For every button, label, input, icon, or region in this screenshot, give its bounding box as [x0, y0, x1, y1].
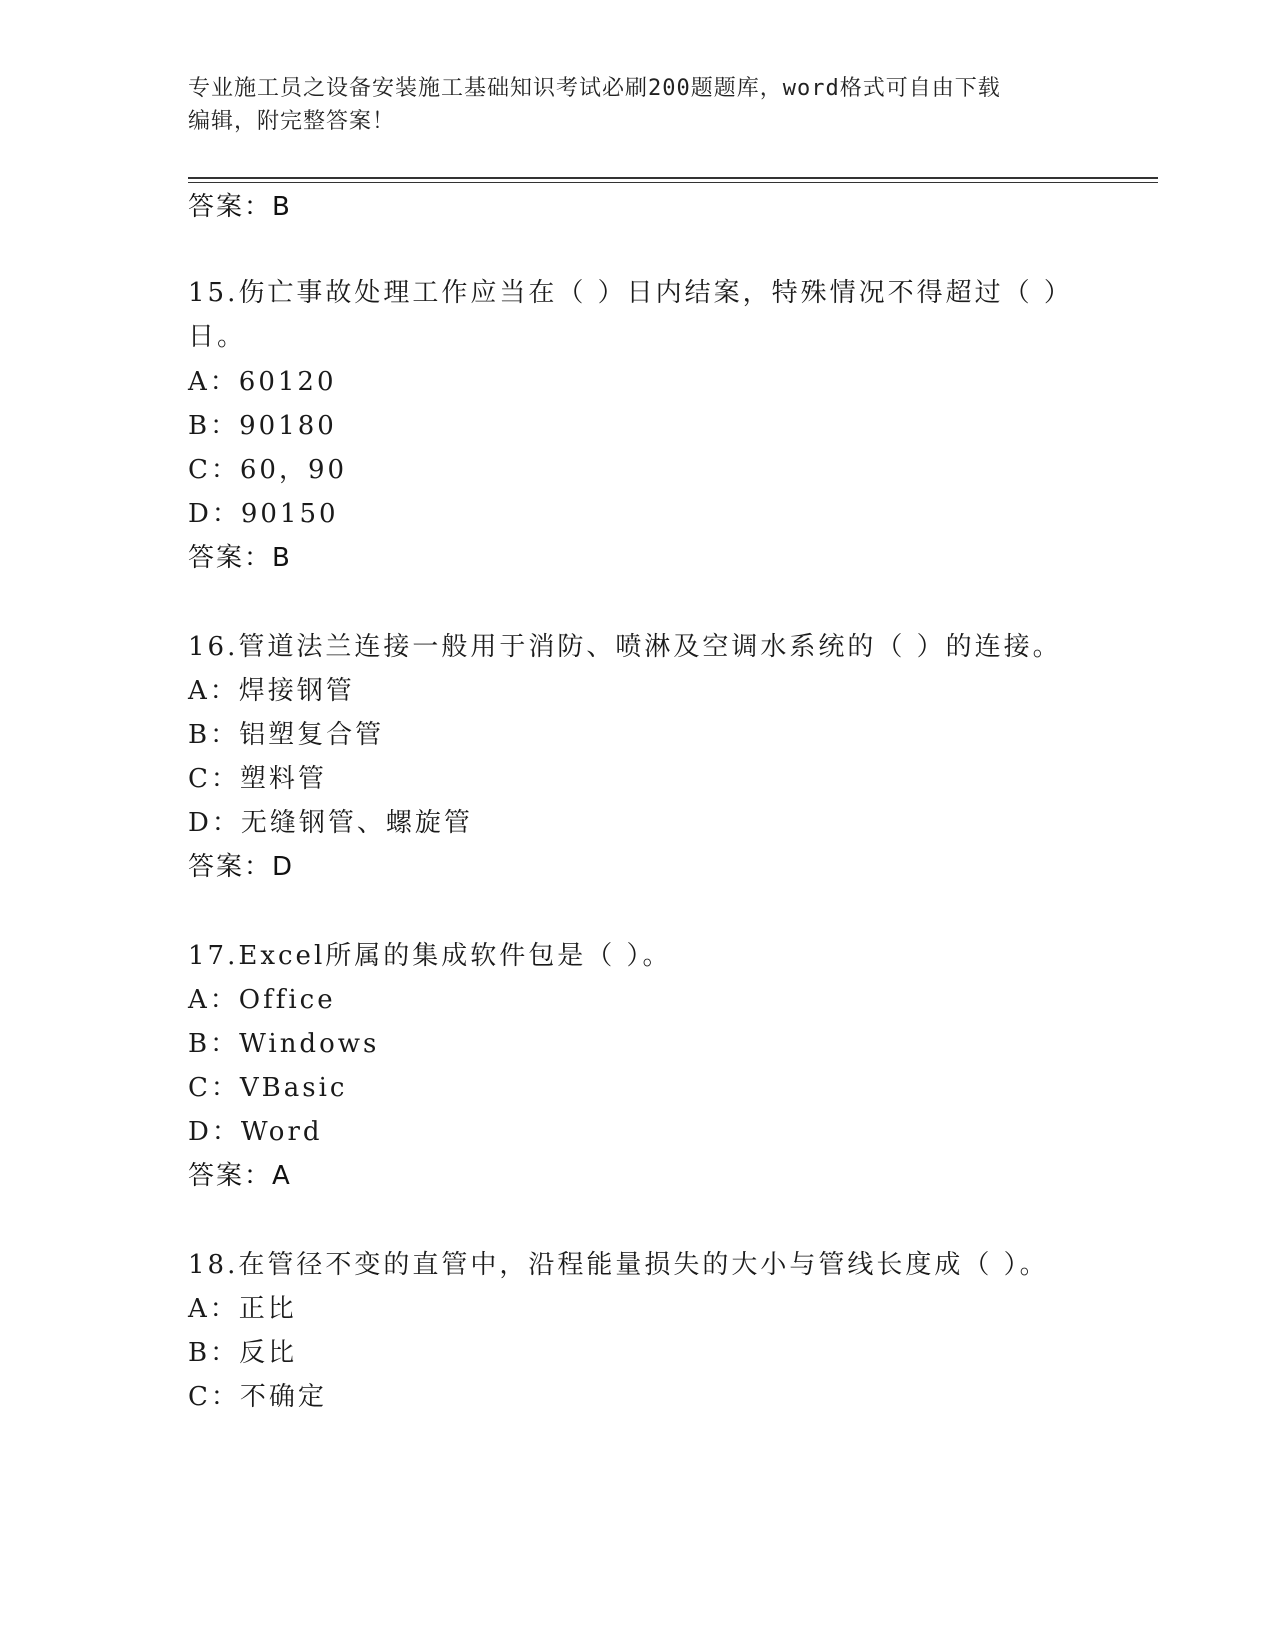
question-18-option-a: A：正比: [188, 1294, 297, 1324]
document-header: [188, 72, 1088, 138]
question-16-option-b: B：铝塑复合管: [188, 720, 385, 750]
question-15-stem-line1: 15.伤亡事故处理工作应当在（ ）日内结案，特殊情况不得超过（ ）: [188, 278, 1073, 308]
question-17-option-d: D：Word: [188, 1117, 323, 1147]
header-title-line2: 编辑，附完整答案！: [188, 109, 396, 134]
header-divider-thick: [188, 177, 1158, 179]
header-title-line1: 专业施工员之设备安装施工基础知识考试必刷200题题库，word格式可自由下载: [188, 76, 1001, 101]
question-15-option-b: B：90180: [188, 411, 337, 441]
question-16-stem: 16.管道法兰连接一般用于消防、喷淋及空调水系统的（ ）的连接。: [188, 632, 1062, 662]
question-18-option-c: C：不确定: [188, 1382, 327, 1412]
question-15-answer: 答案：B: [188, 543, 292, 573]
question-17-answer: 答案：A: [188, 1161, 292, 1191]
previous-answer: 答案：B: [188, 192, 292, 222]
question-17-option-a: A：Office: [188, 985, 336, 1015]
question-16-option-a: A：焊接钢管: [188, 676, 355, 706]
question-17-option-b: B：Windows: [188, 1029, 380, 1059]
question-15-option-d: D：90150: [188, 499, 339, 529]
question-17-option-c: C：VBasic: [188, 1073, 348, 1103]
question-18-option-b: B：反比: [188, 1338, 298, 1368]
question-15-stem-line2: 日。: [188, 322, 247, 352]
question-15-option-c: C：60，90: [188, 455, 348, 485]
question-16-option-d: D：无缝钢管、螺旋管: [188, 808, 473, 838]
question-15-option-a: A：60120: [188, 367, 337, 397]
question-16-answer: 答案：D: [188, 852, 295, 882]
question-17-stem: 17.Excel所属的集成软件包是（ ）。: [188, 941, 672, 971]
header-divider-thin: [188, 182, 1158, 183]
question-18-stem: 18.在管径不变的直管中，沿程能量损失的大小与管线长度成（ ）。: [188, 1250, 1049, 1280]
question-16-option-c: C：塑料管: [188, 764, 327, 794]
